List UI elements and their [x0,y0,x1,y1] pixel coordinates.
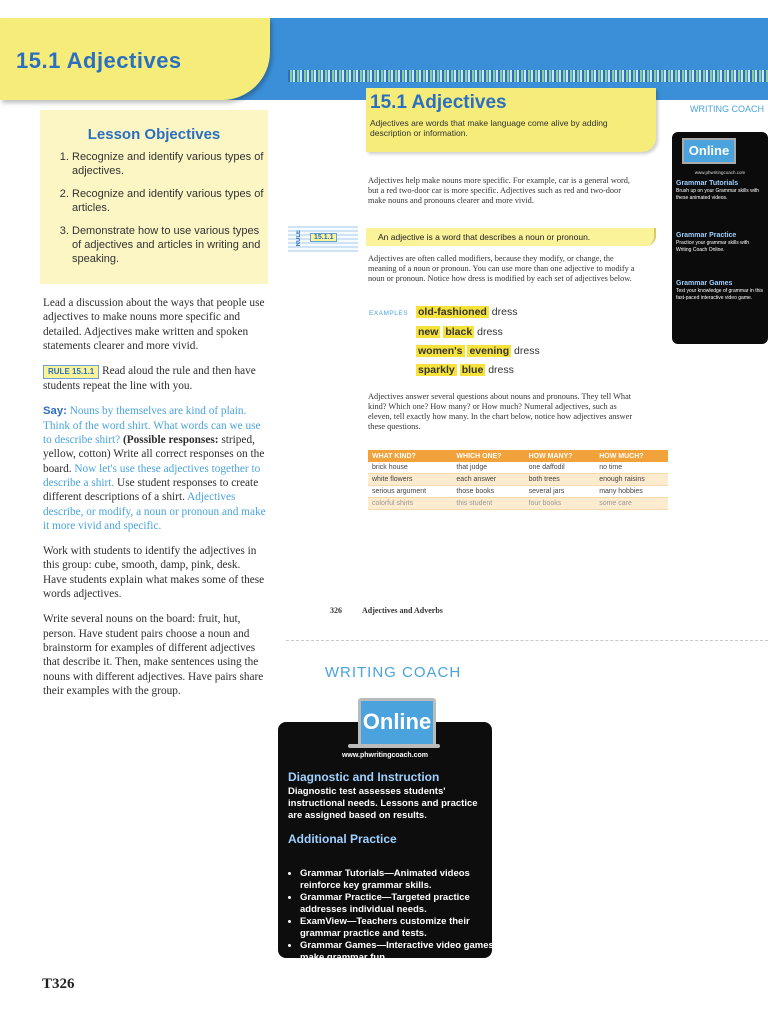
chart-row [368,486,668,498]
chart-cell: that judge [452,462,524,474]
writing-coach-side-panel [672,132,768,344]
lesson-title-tab [0,18,270,100]
teacher-text: Use student responses to create different descriptions of a shirt. [43,476,259,504]
chart-cell: several jars [525,486,596,498]
coach-section [676,280,764,301]
chart-cell: those books [452,486,524,498]
objective-item: 1. Recognize and identify various types of adjectives. [72,150,268,178]
rule-side-tab [288,226,358,252]
chart-cell: both trees [525,474,596,486]
coach-bullet: • Grammar Practice—Targeted practice addresses individual needs. [300,892,496,916]
student-page-footer-title: Adjectives and Adverbs [362,606,443,615]
example-row [416,306,517,318]
chart-header: HOW MANY? [525,450,596,462]
say-text: Adjectives describe, or modify, a noun or pronoun and make it more vivid and specific. [43,491,266,532]
chart-cell: colorful shirts [368,498,452,510]
student-title-box [366,88,656,152]
coach-section [676,180,764,201]
chart-cell: serious argument [368,486,452,498]
adjective-highlight: blue [461,364,484,376]
examples-label: EXAMPLES [369,310,409,317]
rule-label: RULE [296,230,302,247]
teacher-text: Read aloud the rule and then have students repeat the line with you. [43,365,256,393]
decorative-stripe [288,70,768,82]
say-text: Nouns by themselves are kind of plain. Think of the word shirt. What words can we use to describe shirt? [43,405,261,447]
student-page-number: 326 [330,606,342,615]
objective-item: 3. Demonstrate how to use various types of adjectives and articles in writing and speaking. [72,224,268,266]
laptop-icon [682,138,736,164]
adjective-highlight: black [445,326,473,338]
coach-section-text: Practice your grammar skills with Writing Coach Online. [676,240,750,253]
writing-coach-arc-text: WRITING COACH [690,104,764,114]
coach-section-text: Test your knowledge of grammar in this fast-paced interactive video game. [676,288,763,301]
coach-paragraph: Diagnostic test assesses students' instructional needs. Lessons and practice are assigned based on results. [288,786,478,821]
chart-cell: four books [525,498,596,510]
coach-section [676,232,764,253]
chart-header: HOW MUCH? [595,450,668,462]
adjective-highlight: old-fashioned [418,306,487,318]
adjective-highlight: sparkly [418,364,455,376]
chart-cell: each answer [452,474,524,486]
teacher-paragraph: Lead a discussion about the ways that people use adjectives to make nouns more specific and detailed. Adjectives make written and spoken statements clearer and more vivid. [43,297,265,352]
teacher-paragraph [43,364,267,393]
example-noun: dress [477,326,503,338]
coach-section-head: Grammar Games [676,280,733,287]
chart-row [368,474,668,486]
example-row [416,364,514,376]
laptop-icon [358,698,436,748]
example-noun: dress [491,306,518,318]
teacher-paragraph: Work with students to identify the adjectives in this group: cube, smooth, damp, pink, desk. Have students explain what makes some of these words adjectives. [43,545,265,601]
chart-cell: no time [595,462,668,474]
example-row [416,345,540,357]
rule-number: 15.1.1 [310,233,337,242]
coach-url: www.phwritingcoach.com [694,170,746,175]
objectives-list [54,150,268,275]
chart-cell: white flowers [368,474,452,486]
objectives-heading: Lesson Objectives [87,126,221,143]
adjective-highlight: evening [469,345,510,357]
chart-header: WHAT KIND? [368,450,452,462]
student-page-title: 15.1 Adjectives [370,92,507,113]
chart-cell: enough raisins [595,474,668,486]
chart-row [368,498,668,510]
coach-section-text: Brush up on your Grammar skills with these animated videos. [676,188,760,201]
page-number: T326 [42,976,75,992]
writing-coach-online-box [278,709,494,963]
online-label: Online [362,709,432,734]
possible-label: (Possible responses: [123,434,219,447]
student-body-text: Adjectives help make nouns more specific. For example, car is a general word, but a red two-door car is more specific. Adjectives such as red and two-door make nouns and pronouns clearer and more vivid. [368,176,630,205]
rule-text: An adjective is a word that describes a noun or pronoun. [378,232,591,242]
chart-header-row [368,450,668,462]
chart-header: WHICH ONE? [452,450,524,462]
lesson-title: 15.1 Adjectives [16,48,182,73]
rule-tag: RULE 15.1.1 [43,365,99,379]
teacher-notes [43,296,267,709]
chart-cell: some care [595,498,668,510]
student-body-text: Adjectives answer several questions about nouns and pronouns. They tell What kind? Which one? How many? or How much? Numeral adjectives, such as eleven, tell exactly how many. In the chart below, notice how adjectives answer these questions. [368,392,633,431]
coach-section-head: Grammar Practice [676,232,737,239]
objective-item: 2. Recognize and identify various types of articles. [72,187,268,215]
coach-heading: Diagnostic and Instruction [288,770,440,784]
say-text: Now let's use these adjectives together to describe a shirt. [43,462,261,489]
online-label: Online [688,143,730,158]
chart-cell: brick house [368,462,452,474]
chart-cell: one daffodil [525,462,596,474]
coach-bullet: • ExamView—Teachers customize their grammar practice and tests. [300,916,496,940]
coach-url: www.phwritingcoach.com [341,752,429,759]
chart-row [368,462,668,474]
say-label: Say: [43,405,67,418]
teacher-paragraph [43,404,267,533]
divider [286,640,768,642]
rule-box [366,228,656,246]
chart-cell: this student [452,498,524,510]
coach-heading: Additional Practice [288,832,397,846]
adjective-highlight: new [418,326,439,338]
lesson-objectives-box [40,110,268,284]
student-intro: Adjectives are words that make language come alive by adding description or information. [370,118,608,138]
adjective-chart [368,450,668,510]
chart-cell: many hobbies [595,486,668,498]
example-noun: dress [488,364,514,376]
adjective-highlight: women's [418,345,463,357]
example-row [416,326,503,338]
coach-bullet: • Grammar Tutorials—Animated videos reinforce key grammar skills. [300,868,496,892]
coach-bullet: • Grammar Games—Interactive video games make grammar fun. [300,940,496,964]
laptop-base [348,744,440,748]
teacher-text: striped, yellow, cotton) Write all correct responses on the board. [43,434,265,475]
example-noun: dress [514,345,540,357]
teacher-paragraph: Write several nouns on the board: fruit, hut, person. Have student pairs choose a noun and brainstorm for examples of different adjectives that describe it. Then, make sentences using the nouns with different adjectives. Have pairs share their examples with the group. [43,613,264,697]
coach-section-head: Grammar Tutorials [676,180,739,187]
student-body-text: Adjectives are often called modifiers, because they modify, or change, the meaning of a noun or pronoun. You can use more than one adjective to modify a noun or pronoun. Notice how dress is modified by each set of adjectives below. [368,254,635,283]
writing-coach-arc-text: WRITING COACH [324,664,462,681]
coach-bullet-list [288,868,496,964]
